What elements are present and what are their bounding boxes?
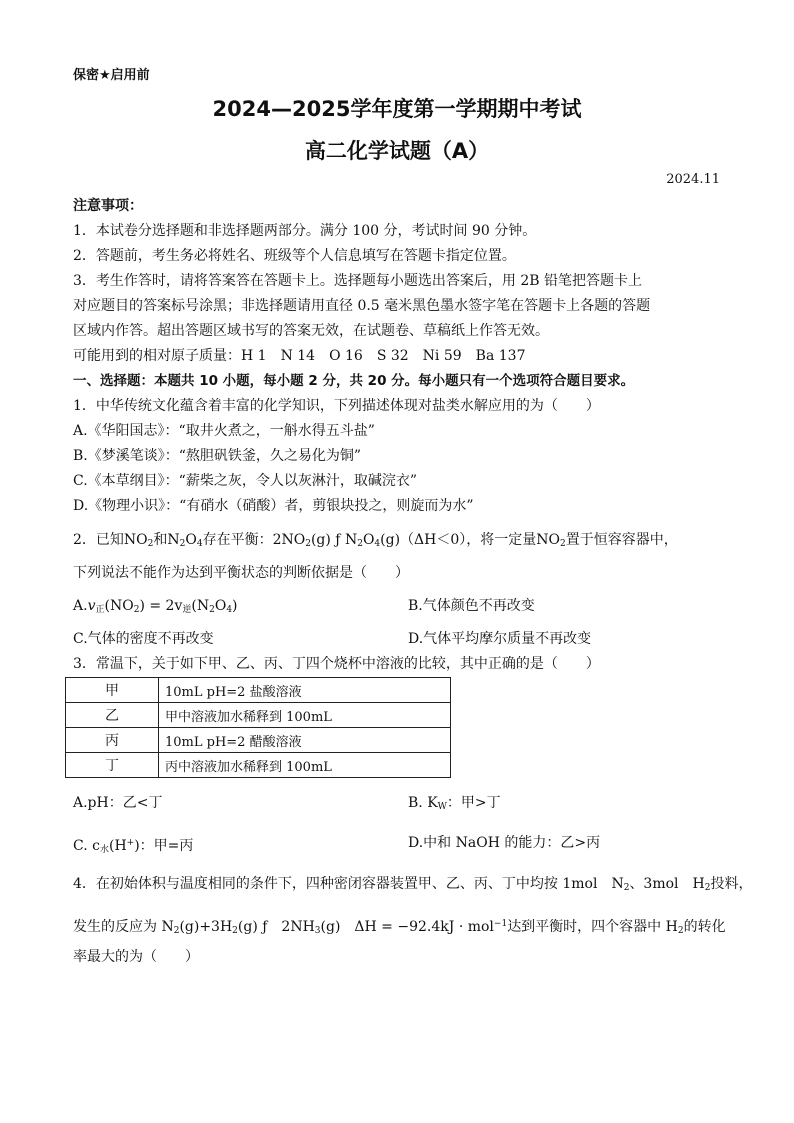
notice-item: 区域内作答。超出答题区域书写的答案无效，在试题卷、草稿纸上作答无效。 xyxy=(73,323,549,339)
table-cell-key: 乙 xyxy=(66,703,159,728)
question-1-stem: 1．中华传统文化蕴含着丰富的化学知识，下列描述体现对盐类水解应用的为（ ） xyxy=(73,398,600,414)
question-3-stem: 3．常温下，关于如下甲、乙、丙、丁四个烧杯中溶液的比较，其中正确的是（ ） xyxy=(73,656,600,672)
question-2-option-d: D.气体平均摩尔质量不再改变 xyxy=(408,631,592,647)
question-2-stem-line2: 下列说法不能作为达到平衡状态的判断依据是（ ） xyxy=(73,565,409,581)
question-1-option-d: D.《物理小识》：“有硝水（硝酸）者，剪银块投之，则旋而为水” xyxy=(73,498,474,514)
question-1-option-b: B.《梦溪笔谈》：“熬胆矾铁釜，久之易化为铜” xyxy=(73,448,362,464)
question-4-stem-line2: 发生的反应为 $N_2(g)+3H_2(g)$ ƒ $2NH_3(g)$ ΔH = −92.4kJ · mol$^{-1}$达到平衡时，四个容器中 $H_2$的转化 xyxy=(73,919,726,936)
question-2-stem: 2．已知$NO_2$和$N_2O_4$存在平衡：$2NO_2(g)$ ƒ $N_2O_4(g)(\Delta H<0)$，将一定量$NO_2$置于恒容容器中， xyxy=(73,532,678,549)
question-4-stem-line1: 4．在初始体积与温度相同的条件下，四种密闭容器装置甲、乙、丙、丁中均按 1mol $N_2$、3mol $H_2$投料， xyxy=(73,876,753,893)
question-2-option-a: $A.v_正(NO_2) = 2v_逆(N_2O_4)$ xyxy=(73,598,238,615)
question-3-option-a: A.pH：乙<丁 xyxy=(73,795,163,811)
table-row xyxy=(66,728,451,753)
table-cell-value: 10mL pH=2 醋酸溶液 xyxy=(159,728,451,753)
question-3-option-c: C. $c_水(H^+)$：甲=丙 xyxy=(73,838,194,855)
confidential-label: 保密★启用前 xyxy=(73,68,150,83)
table-cell-value: 10mL pH=2 盐酸溶液 xyxy=(159,678,451,703)
exam-title: 2024—2025学年度第一学期期中考试 xyxy=(212,97,582,121)
table-cell-value: 丙中溶液加水稀释到 100mL xyxy=(159,753,451,778)
table-cell-key: 丙 xyxy=(66,728,159,753)
notice-item: 对应题目的答案标号涂黑；非选择题请用直径 0.5 毫米黑色墨水签字笔在答题卡上各题的答题 xyxy=(73,298,651,314)
section-heading: 一、选择题：本题共 10 小题，每小题 2 分，共 20 分。每小题只有一个选项符合题目要求。 xyxy=(73,373,635,389)
notice-item: 1．本试卷分选择题和非选择题两部分。满分 100 分，考试时间 90 分钟。 xyxy=(73,223,537,239)
question-3-option-b: B. $K_W$：甲>丁 xyxy=(408,795,501,812)
table-row xyxy=(66,753,451,778)
question-1-option-a: A.《华阳国志》：“取井火煮之，一斛水得五斗盐” xyxy=(73,423,375,439)
exam-date: 2024.11 xyxy=(666,172,720,187)
table-row xyxy=(66,678,451,703)
exam-subtitle: 高二化学试题（A） xyxy=(304,139,490,163)
question-2-option-b: B.气体颜色不再改变 xyxy=(408,598,535,614)
notice-heading: 注意事项： xyxy=(73,198,143,214)
table-row xyxy=(66,703,451,728)
question-3-table xyxy=(65,677,451,778)
question-3-option-d: D.中和 NaOH 的能力：乙>丙 xyxy=(408,835,601,851)
question-4-stem-line3: 率最大的为（ ） xyxy=(73,949,199,965)
question-2-option-c: C.气体的密度不再改变 xyxy=(73,631,214,647)
question-1-option-c: C.《本草纲目》：“薪柴之灰，令人以灰淋汁，取碱浣衣” xyxy=(73,473,417,489)
notice-item: 2．答题前，考生务必将姓名、班级等个人信息填写在答题卡指定位置。 xyxy=(73,248,516,264)
table-cell-key: 丁 xyxy=(66,753,159,778)
atomic-masses: 可能用到的相对原子质量：H 1 N 14 O 16 S 32 Ni 59 Ba 137 xyxy=(73,348,526,364)
table-cell-key: 甲 xyxy=(66,678,159,703)
notice-item: 3．考生作答时，请将答案答在答题卡上。选择题每小题选出答案后，用 2B 铅笔把答题卡上 xyxy=(73,273,643,289)
table-cell-value: 甲中溶液加水稀释到 100mL xyxy=(159,703,451,728)
